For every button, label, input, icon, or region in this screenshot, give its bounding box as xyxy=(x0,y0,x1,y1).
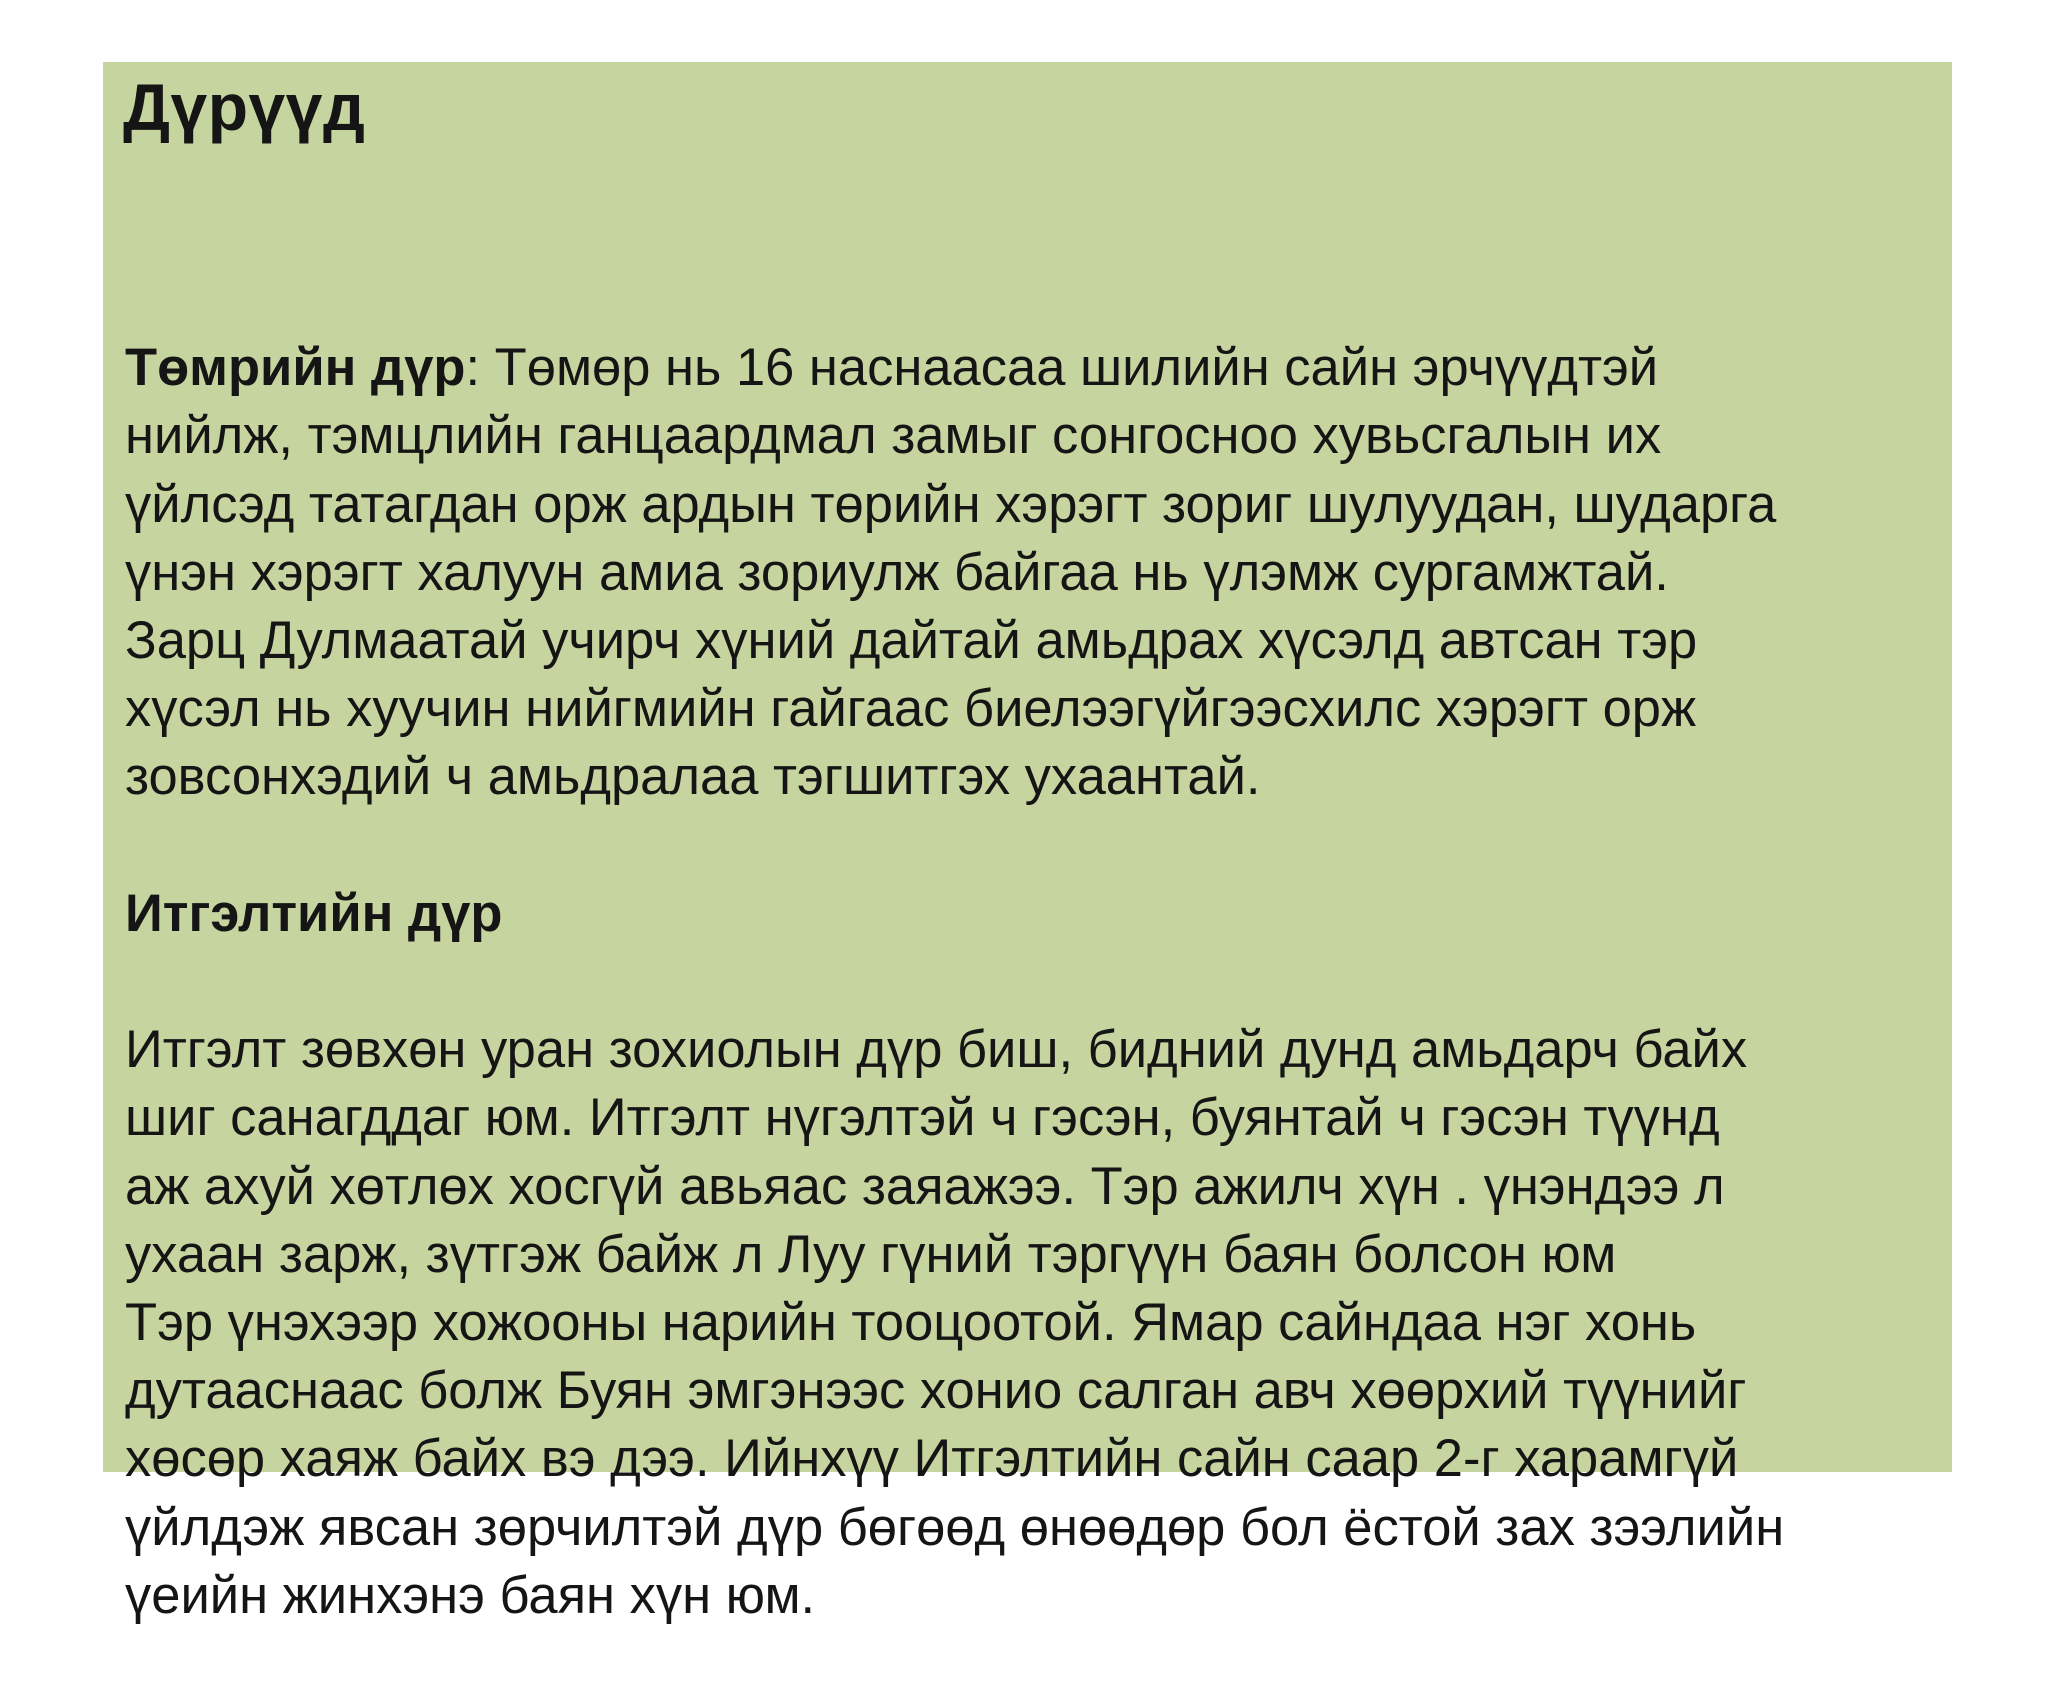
heading-itgelt: Итгэлтийн дүр xyxy=(125,883,503,943)
heading-tomor: Төмрийн дүр xyxy=(125,338,466,398)
slide-title: Дүрүүд xyxy=(123,70,366,144)
slide-content xyxy=(125,266,1935,1698)
paragraph-tomor xyxy=(125,334,1935,811)
body-itgelt: Итгэлт зөвхөн уран зохиолын дүр биш, бидний дунд амьдарч байх шиг санагддаг юм. Итгэлт нүгэлтэй ч гэсэн, буянтай ч гэсэн түүнд аж ахуй хөтлөх хосгүй авьяас заяажээ. Тэр ажилч хүн . үнэндээ л ухаан зарж, зүтгэж байж л Луу гүний тэргүүн баян болсон юм Тэр үнэхээр хожооны нарийн тооцоотой. Ямар сайндаа нэг хонь дутааснаас болж Буян эмгэнээс хонио салган авч хөөрхий түүнийг хөсөр хаяж байх вэ дээ. Ийнхүү Итгэлтийн сайн саар 2-г харамгүй үйлдэж явсан зөрчилтэй дүр бөгөөд өнөөдөр бол ёстой зах зээлийн үеийн жинхэнэ баян хүн юм. xyxy=(125,1020,1785,1625)
heading-separator: : xyxy=(465,338,495,398)
slide xyxy=(103,62,1952,1625)
body-tomor: Төмөр нь 16 наснаасаа шилийн сайн эрчүүдтэй нийлж, тэмцлийн ганцаардмал замыг сонгосноо хувьсгалын их үйлсэд татагдан орж ардын төрийн хэрэгт зориг шулуудан, шударга үнэн хэрэгт халуун амиа зориулж байгаа нь үлэмж сургамжтай. Зарц Дулмаатай учирч хүний дайтай амьдрах хүсэлд автсан тэр хүсэл нь хуучин нийгмийн гайгаас биелээгүйгээсхилс хэрэгт орж зовсонхэдий ч амьдралаа тэгшитгэх ухаантай. xyxy=(125,338,1777,807)
